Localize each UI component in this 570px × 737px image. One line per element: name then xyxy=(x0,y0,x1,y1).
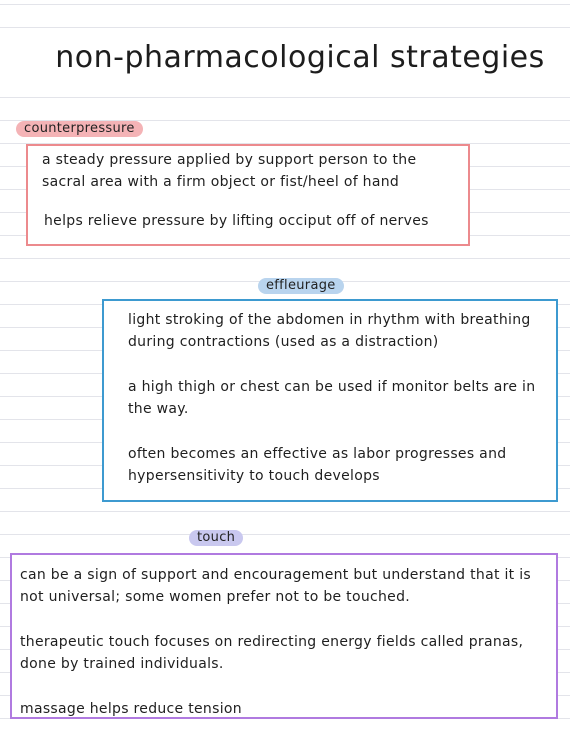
section-label-touch: touch xyxy=(189,530,243,546)
effleurage-box xyxy=(102,299,558,502)
page-title: non-pharmacological strategies xyxy=(0,38,570,77)
section-label-counterpressure: counterpressure xyxy=(16,121,143,137)
touch-paragraph-1: can be a sign of support and encouragement but understand that it is not universal; some women prefer not to be touched. xyxy=(20,567,531,605)
section-label-effleurage: effleurage xyxy=(258,278,344,294)
effleurage-paragraph-2: a high thigh or chest can be used if monitor belts are in the way. xyxy=(128,379,536,417)
touch-paragraph-3: massage helps reduce tension xyxy=(20,701,242,717)
effleurage-paragraph-3: often becomes an effective as labor progresses and hypersensitivity to touch develops xyxy=(128,446,507,484)
counterpressure-paragraph-1: a steady pressure applied by support person to the sacral area with a firm object or fist/heel of hand xyxy=(42,152,417,190)
touch-paragraph-2: therapeutic touch focuses on redirecting energy fields called pranas, done by trained individuals. xyxy=(20,634,524,672)
touch-box xyxy=(10,553,558,719)
counterpressure-box xyxy=(26,144,470,246)
counterpressure-paragraph-2: helps relieve pressure by lifting occiput off of nerves xyxy=(44,213,429,229)
effleurage-paragraph-1: light stroking of the abdomen in rhythm with breathing during contractions (used as a distraction) xyxy=(128,312,531,350)
